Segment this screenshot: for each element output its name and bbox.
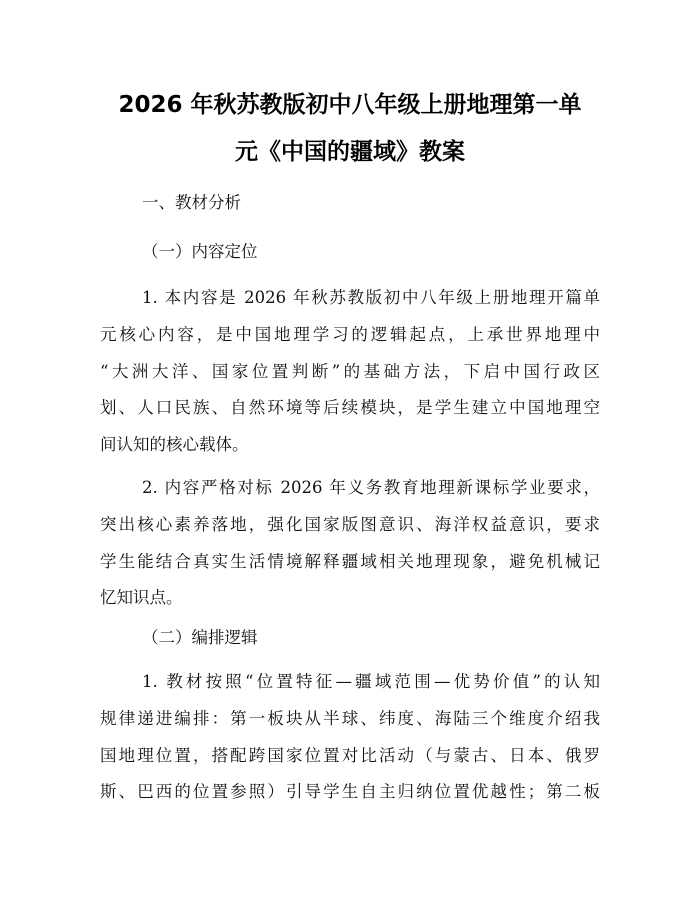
paragraph-line: 2. 内容严格对标 2026 年义务教育地理新课标学业要求， — [142, 478, 600, 497]
document-title-line-1: 2026 年秋苏教版初中八年级上册地理第一单 — [118, 92, 582, 118]
paragraph-arrangement-logic-1 — [100, 664, 600, 811]
paragraph-line: 规律递进编排：第一板块从半球、纬度、海陆三个维度介绍我 — [100, 708, 600, 728]
section-heading-teaching-material-analysis: 一、教材分析 — [142, 193, 241, 212]
document-title-line-2: 元《中国的疆域》教案 — [235, 139, 465, 165]
paragraph-line: 斯、巴西的位置参照）引导学生自主归纳位置优越性；第二板 — [100, 782, 600, 802]
paragraph-content-positioning-1 — [100, 280, 600, 464]
subsection-heading-content-positioning: （一）内容定位 — [142, 242, 258, 261]
subsection-heading-arrangement-logic: （二）编排逻辑 — [142, 628, 258, 647]
paragraph-line: 突出核心素养落地，强化国家版图意识、海洋权益意识，要求 — [100, 514, 600, 534]
paragraph-line: “大洲大洋、国家位置判断”的基础方法，下启中国行政区 — [100, 361, 600, 381]
paragraph-line: 元核心内容，是中国地理学习的逻辑起点，上承世界地理中 — [100, 324, 600, 344]
paragraph-line: 划、人口民族、自然环境等后续模块，是学生建立中国地理空 — [100, 398, 600, 418]
paragraph-line: 1. 本内容是 2026 年秋苏教版初中八年级上册地理开篇单 — [142, 288, 600, 307]
paragraph-line: 学生能结合真实生活情境解释疆域相关地理现象，避免机械记 — [100, 551, 600, 571]
paragraph-line: 国地理位置，搭配跨国家位置对比活动（与蒙古、日本、俄罗 — [100, 745, 600, 765]
paragraph-line: 忆知识点。 — [100, 588, 183, 608]
paragraph-line: 间认知的核心载体。 — [100, 435, 249, 455]
paragraph-content-positioning-2 — [100, 470, 600, 617]
paragraph-line: 1. 教材按照“位置特征—疆域范围—优势价值”的认知 — [142, 672, 600, 691]
